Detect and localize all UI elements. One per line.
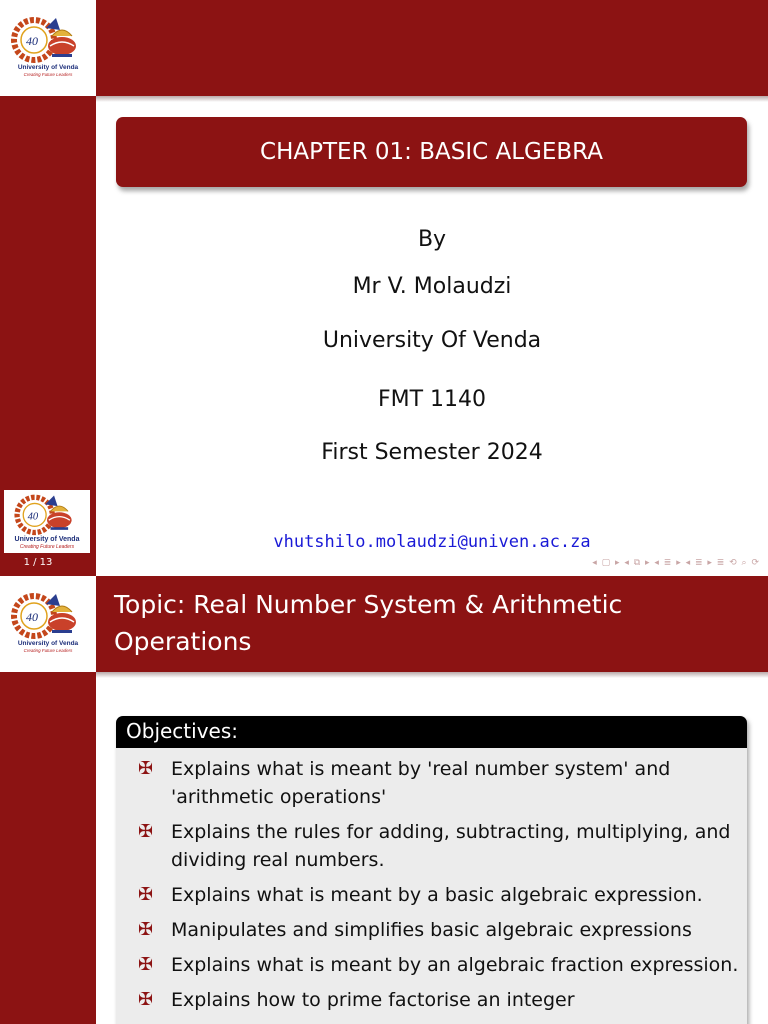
logo-emblem-icon xyxy=(10,590,86,640)
author-email-link[interactable]: vhutshilo.molaudzi@univen.ac.za xyxy=(273,532,591,552)
objective-text: Explains the rules for adding, subtracting, multiplying, and dividing real numbers. xyxy=(171,821,731,871)
page-number: 1 / 13 xyxy=(23,557,53,568)
maltese-cross-icon: ✠ xyxy=(138,884,154,905)
objective-text: Explains what is meant by 'real number system' and 'arithmetic operations' xyxy=(171,758,671,808)
svg-text:40: 40 xyxy=(27,511,39,523)
logo-name: University of Venda xyxy=(17,640,79,647)
footer-logo-box xyxy=(4,490,90,553)
frame-title: Topic: Real Number System & Arithmetic Operations xyxy=(114,590,623,656)
author-name: Mr V. Molaudzi xyxy=(352,274,512,299)
course-code: FMT 1140 xyxy=(377,387,487,412)
objective-text: Explains how to prime factorise an integer xyxy=(171,989,575,1011)
maltese-cross-icon: ✠ xyxy=(138,989,154,1010)
beamer-navigation-controls[interactable]: ◂ ▢ ▸ ◂ ⧉ ▸ ◂ ≣ ▸ ◂ ≣ ▸ ≣ ⟲ ⌕ ⟳ xyxy=(592,558,760,568)
objective-text: Explains what is meant by a basic algebraic expression. xyxy=(171,884,703,906)
maltese-cross-icon: ✠ xyxy=(138,919,154,940)
header-bar xyxy=(96,576,768,672)
institution: University Of Venda xyxy=(322,328,542,353)
slide-title-box xyxy=(116,117,747,187)
maltese-cross-icon: ✠ xyxy=(138,821,154,842)
objective-item xyxy=(138,818,741,874)
logo-emblem-icon xyxy=(10,14,86,64)
slide-title: CHAPTER 01: BASIC ALGEBRA xyxy=(260,139,603,165)
maltese-cross-icon: ✠ xyxy=(138,954,154,975)
university-logo-box xyxy=(0,0,96,96)
logo-tagline: Creating Future Leaders xyxy=(23,72,73,77)
objective-item xyxy=(138,881,741,909)
header-shadow xyxy=(96,672,768,678)
footer-logo-tagline: Creating Future Leaders xyxy=(19,544,75,550)
objective-text: Explains what is meant by an algebraic fraction expression. xyxy=(171,954,739,976)
footer-logo-name: University of Venda xyxy=(14,536,80,543)
university-logo-box xyxy=(0,576,96,672)
footer-logo xyxy=(6,492,88,551)
objective-item xyxy=(138,951,741,979)
objective-item xyxy=(138,916,741,944)
objectives-list xyxy=(116,748,747,1014)
header-bar xyxy=(96,0,768,96)
svg-text:40: 40 xyxy=(26,610,38,624)
footer-logo-emblem-icon xyxy=(6,492,88,536)
logo-name: University of Venda xyxy=(17,64,79,71)
objectives-block xyxy=(116,716,747,1024)
by-label: By xyxy=(417,227,447,252)
objective-item xyxy=(138,986,741,1014)
objectives-heading: Objectives: xyxy=(116,716,747,748)
maltese-cross-icon: ✠ xyxy=(138,758,154,779)
header-shadow xyxy=(96,96,768,102)
objective-text: Manipulates and simplifies basic algebraic expressions xyxy=(171,919,692,941)
university-logo xyxy=(10,14,86,80)
logo-tagline: Creating Future Leaders xyxy=(23,648,73,653)
university-logo xyxy=(10,590,86,656)
svg-text:40: 40 xyxy=(26,34,38,48)
semester: First Semester 2024 xyxy=(321,440,543,465)
objective-item xyxy=(138,755,741,811)
topic-slide xyxy=(0,576,768,1024)
